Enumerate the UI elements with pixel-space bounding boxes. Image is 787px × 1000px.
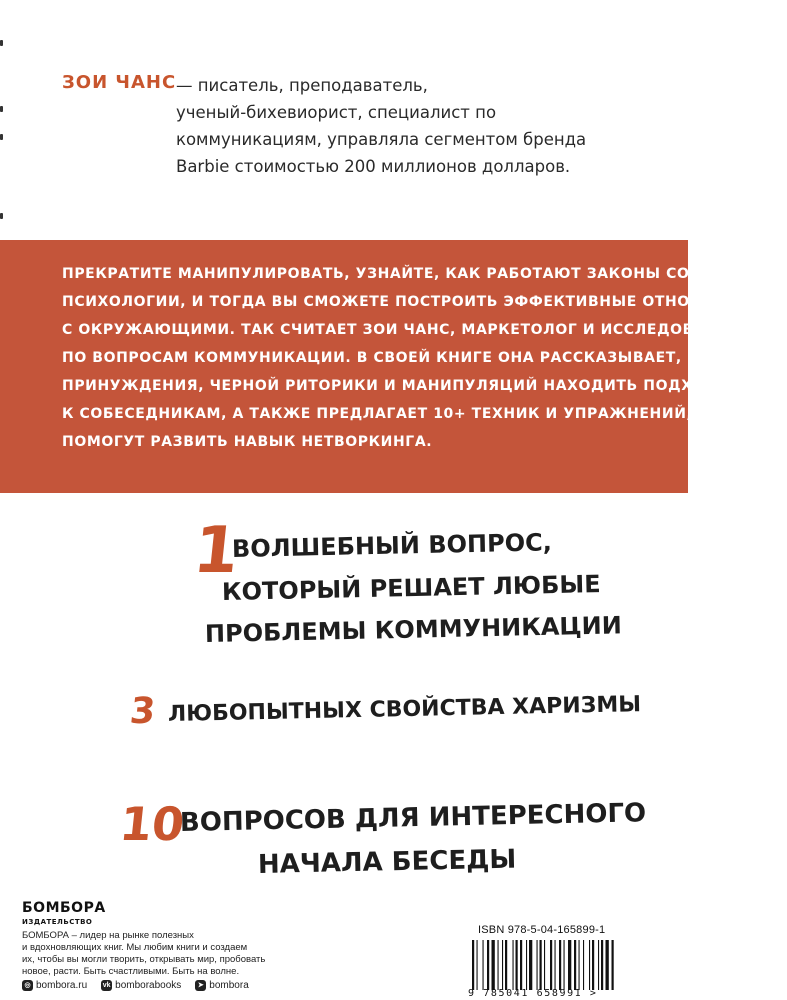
edge-mark xyxy=(0,213,3,219)
publisher-description xyxy=(22,930,322,978)
publisher-logo-sub: ИЗДАТЕЛЬСТВО xyxy=(22,918,93,926)
fact-line: ПРОБЛЕМЫ КОММУНИКАЦИИ xyxy=(204,611,623,648)
social-label: bomborabooks xyxy=(115,980,182,991)
publisher-desc-line: их, чтобы вы могли творить, открывать мир, пробовать xyxy=(22,954,266,965)
fact-line: НАЧАЛА БЕСЕДЫ xyxy=(257,844,517,880)
banner-line: ПО ВОПРОСАМ КОММУНИКАЦИИ. В СВОЕЙ КНИГЕ ОНА РАССКАЗЫВАЕТ, КАК БЕЗ xyxy=(62,350,761,366)
barcode-digits: 9 785041 658991 > xyxy=(468,988,598,999)
fact-number: 3 xyxy=(127,691,158,732)
social-label: bombora.ru xyxy=(36,980,88,991)
author-bio-line: — писатель, преподаватель, xyxy=(176,76,428,95)
banner-text xyxy=(62,260,787,456)
banner-line: ПРИНУЖДЕНИЯ, ЧЕРНОЙ РИТОРИКИ И МАНИПУЛЯЦИЙ НАХОДИТЬ ПОДХОД xyxy=(62,378,719,394)
fact-line: КОТОРЫЙ РЕШАЕТ ЛЮБЫЕ xyxy=(221,570,601,606)
author-bio-line: Barbie стоимостью 200 миллионов долларов. xyxy=(176,157,571,176)
barcode-icon xyxy=(468,940,658,990)
edge-mark xyxy=(0,40,3,46)
banner-line: К СОБЕСЕДНИКАМ, А ТАКЖЕ ПРЕДЛАГАЕТ 10+ ТЕХНИК И УПРАЖНЕНИЙ, КОТОРЫЕ xyxy=(62,406,782,422)
fact-line: ВОЛШЕБНЫЙ ВОПРОС, xyxy=(231,528,553,563)
social-label: bombora xyxy=(209,980,249,991)
edge-mark xyxy=(0,106,3,112)
banner-line: ПСИХОЛОГИИ, И ТОГДА ВЫ СМОЖЕТЕ ПОСТРОИТЬ ЭФФЕКТИВНЫЕ ОТНОШЕНИЯ xyxy=(62,294,754,310)
fact-line: ВОПРОСОВ ДЛЯ ИНТЕРЕСНОГО xyxy=(179,798,647,838)
author-bio-line: ученый-бихевиорист, специалист по xyxy=(176,103,497,122)
publisher-desc-line: и вдохновляющих книг. Мы любим книги и создаем xyxy=(22,942,248,953)
author-bio xyxy=(176,72,676,180)
social-link-instagram[interactable] xyxy=(22,980,87,991)
instagram-icon: ◎ xyxy=(22,980,33,991)
banner-line: С ОКРУЖАЮЩИМИ. ТАК СЧИТАЕТ ЗОИ ЧАНС, МАРКЕТОЛОГ И ИССЛЕДОВАТЕЛЬ xyxy=(62,322,750,338)
social-link-telegram[interactable] xyxy=(195,980,248,991)
vk-icon: vk xyxy=(102,982,111,989)
description-banner xyxy=(0,240,787,493)
fact-number: 10 xyxy=(117,797,187,851)
edge-mark xyxy=(0,134,3,140)
fact-line: ЛЮБОПЫТНЫХ СВОЙСТВА ХАРИЗМЫ xyxy=(167,692,642,727)
publisher-desc-line: БОМБОРА – лидер на рынке полезных xyxy=(22,930,194,941)
publisher-desc-line: новое, расти. Быть счастливыми. Быть на волне. xyxy=(22,966,240,977)
fact-number: 1 xyxy=(190,514,243,588)
publisher-logo: БОМБОРА xyxy=(22,900,106,916)
banner-line: ПОМОГУТ РАЗВИТЬ НАВЫК НЕТВОРКИНГА. xyxy=(62,434,433,450)
telegram-icon: ➤ xyxy=(195,980,206,991)
banner-line: ПРЕКРАТИТЕ МАНИПУЛИРОВАТЬ, УЗНАЙТЕ, КАК РАБОТАЮТ ЗАКОНЫ СОЦИАЛЬНОЙ xyxy=(62,266,787,282)
social-links xyxy=(22,980,263,991)
social-link-vk[interactable] xyxy=(101,980,181,991)
author-bio-line: коммуникациям, управляла сегментом бренда xyxy=(176,130,587,149)
isbn-text: ISBN 978-5-04-165899-1 xyxy=(478,924,606,936)
author-name: ЗОИ ЧАНС xyxy=(62,72,177,93)
